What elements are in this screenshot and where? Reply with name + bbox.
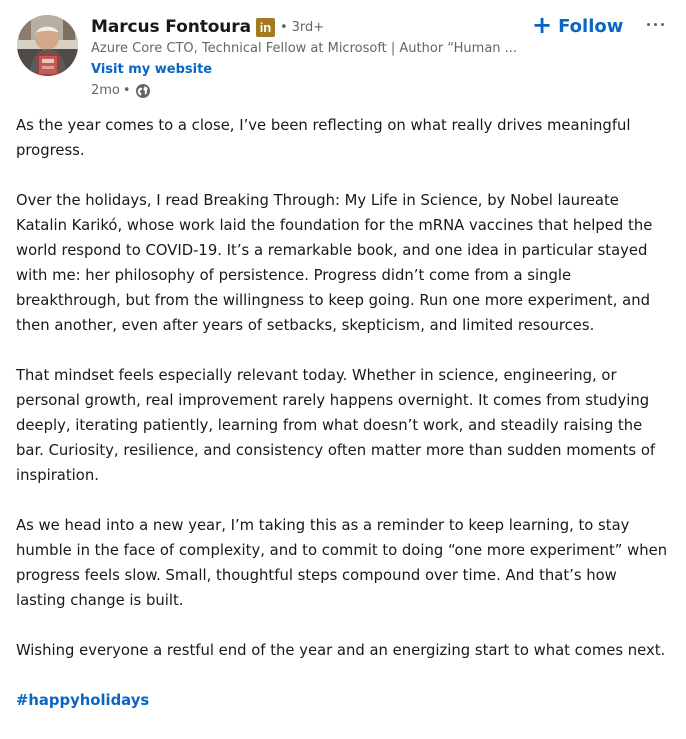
degree-separator: • (279, 19, 288, 35)
more-options-icon-dot (654, 23, 657, 26)
actor-headline: Azure Core CTO, Technical Fellow at Microsoft | Author “Human ... (91, 41, 518, 56)
hashtag-link[interactable]: #happyholidays (16, 692, 150, 709)
linkedin-premium-badge-icon: in (256, 18, 275, 37)
meta-separator: • (122, 83, 131, 98)
visit-website-link[interactable]: Visit my website (91, 62, 213, 77)
actor-name-row (91, 14, 324, 40)
hashtag-paragraph (16, 688, 670, 713)
follow-button-label: Follow (558, 15, 624, 37)
post-header (0, 0, 686, 110)
post-paragraph: Over the holidays, I read Breaking Through: My Life in Science, by Nobel laureate Katalin Karikó, whose work laid the foundation for the mRNA vaccines that helped the world respond to COVID-19. It’s a remarkable book, and one idea in particular stayed with me: her philosophy of persistence. Progress didn’t come from a single breakthrough, but from the willingness to keep going. Run one more experiment, and then another, even after years of setbacks, skepticism, and limited resources. (16, 192, 653, 334)
follow-button[interactable] (532, 10, 623, 42)
posted-time: 2mo (91, 83, 120, 98)
post-body (16, 113, 670, 713)
actor-avatar[interactable] (17, 15, 78, 76)
more-options-button[interactable] (639, 12, 671, 36)
post-paragraph: That mindset feels especially relevant today. Whether in science, engineering, or personal growth, real improvement rarely happens overnight. It comes from studying deeply, iterating patiently, learning from what doesn’t work, and steadily raising the bar. Curiosity, resilience, and consistency often matter more than sudden moments of inspiration. (16, 367, 656, 484)
connection-degree: 3rd+ (291, 19, 325, 35)
more-options-icon-dot (661, 23, 664, 26)
avatar-photo (17, 15, 78, 76)
actor-name[interactable]: Marcus Fontoura (91, 17, 251, 37)
plus-icon: + (532, 10, 553, 39)
more-options-icon (647, 23, 650, 26)
post-paragraph: As the year comes to a close, I’ve been reflecting on what really drives meaningful progress. (16, 117, 631, 159)
post-meta (91, 82, 151, 99)
post-paragraph: Wishing everyone a restful end of the year and an energizing start to what comes next. (16, 642, 666, 659)
post-paragraph: As we head into a new year, I’m taking this as a reminder to keep learning, to stay humble in the face of complexity, and to commit to doing “one more experiment” when progress feels slow. Small, thoughtful steps compound over time. And that’s how lasting change is built. (16, 517, 668, 609)
globe-icon (135, 83, 151, 99)
